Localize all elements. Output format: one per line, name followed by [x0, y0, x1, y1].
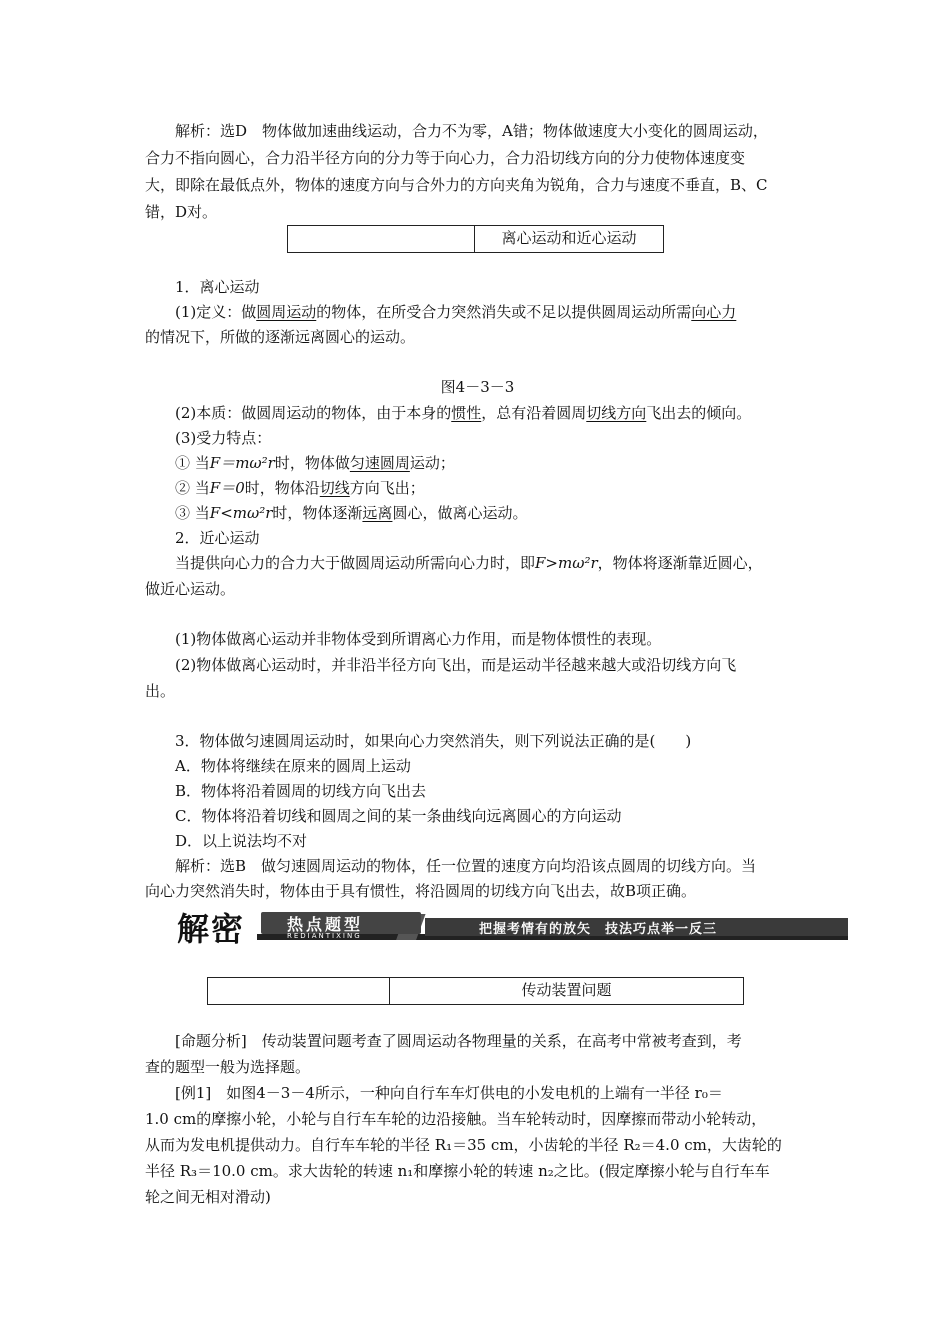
section-header-box: [287, 225, 664, 253]
near-line: 当提供向心力的合力大于做圆周运动所需向心力时，即F>mω²r，物体将逐渐靠近圆心，: [175, 554, 763, 572]
analysis-line: 大，即除在最低点外，物体的速度方向与合外力的方向夹角为锐角，合力与速度不垂直，B、C: [145, 176, 768, 194]
hot-topic-banner: [175, 910, 848, 948]
term-underlined: 圆周运动: [256, 303, 317, 321]
question-stem: 3．物体做匀速圆周运动时，如果向心力突然消失，则下列说法正确的是( ): [175, 732, 692, 750]
term-underlined: 惯性: [451, 404, 482, 422]
analysis-line: 合力不指向圆心，合力沿半径方向的分力等于向心力，合力沿切线方向的分力使物体速度变: [145, 149, 746, 167]
answer-line: 向心力突然消失时，物体由于具有惯性，将沿圆周的切线方向飞出去，故B项正确。: [145, 882, 697, 900]
section-header-blank: [208, 978, 390, 1004]
essence-line: (2)本质：做圆周运动的物体，由于本身的惯性，总有沿着圆周切线方向飞出去的倾向。: [175, 404, 752, 422]
section-title: 离心运动和近心运动: [501, 229, 637, 247]
subsection-heading: 2．近心运动: [175, 529, 260, 547]
answer-line: 解析：选B 做匀速圆周运动的物体，任一位置的速度方向均沿该点圆周的切线方向。当: [175, 857, 757, 875]
example-line: 1.0 cm的摩擦小轮，小轮与自行车车轮的边沿接触。当车轮转动时，因摩擦而带动小轮转动，: [145, 1110, 767, 1128]
equation: F＝mω²r: [209, 454, 275, 472]
force-case: ② 当F＝0时，物体沿切线方向飞出；: [175, 479, 425, 497]
term-underlined: 向心力: [691, 303, 737, 321]
section-title: 传动装置问题: [521, 981, 612, 999]
force-case: ① 当F＝mω²r时，物体做匀速圆周运动；: [175, 454, 455, 472]
option-d: D．以上说法均不对: [175, 832, 308, 850]
banner-big-text: 解密: [177, 910, 246, 948]
equation: F＝0: [209, 479, 245, 497]
banner-pinyin: REDIANTIXING: [287, 932, 362, 940]
note-line: (2)物体做离心运动时，并非沿半径方向飞出，而是运动半径越来越大或沿切线方向飞: [175, 656, 737, 674]
section-header-box: [207, 977, 744, 1005]
force-case: ③ 当F<mω²r时，物体逐渐远离圆心，做离心运动。: [175, 504, 528, 522]
analysis-line: 错，D对。: [145, 203, 218, 221]
option-a: A．物体将继续在原来的圆周上运动: [175, 757, 411, 775]
analysis-line: 解析：选D 物体做加速曲线运动，合力不为零，A错；物体做速度大小变化的圆周运动，: [175, 122, 768, 140]
example-line: 半径 R₃＝10.0 cm。求大齿轮的转速 n₁和摩擦小轮的转速 n₂之比。(假定摩擦小轮与自行车车: [145, 1162, 770, 1180]
banner-slogan: 把握考情有的放矢 技法巧点举一反三: [479, 922, 718, 937]
topic-analysis-line: 查的题型一般为选择题。: [145, 1058, 311, 1076]
example-line: 轮之间无相对滑动): [145, 1188, 271, 1206]
example-line: [例1] 如图4－3－4所示，一种向自行车车灯供电的小发电机的上端有一半径 r₀＝: [175, 1084, 723, 1102]
subsection-heading: 1．离心运动: [175, 278, 260, 296]
note-line: (1)物体做离心运动并非物体受到所谓离心力作用，而是物体惯性的表现。: [175, 630, 662, 648]
option-b: B．物体将沿着圆周的切线方向飞出去: [175, 782, 427, 800]
definition-line: (1)定义：做圆周运动的物体，在所受合力突然消失或不足以提供圆周运动所需向心力: [175, 303, 737, 321]
note-line: 出。: [145, 682, 176, 700]
term-underlined: 切线: [319, 479, 350, 497]
near-line: 做近心运动。: [145, 580, 236, 598]
example-line: 从而为发电机提供动力。自行车车轮的半径 R₁＝35 cm，小齿轮的半径 R₂＝4.0 cm，大齿轮的: [145, 1136, 782, 1154]
force-heading: (3)受力特点：: [175, 429, 272, 447]
option-c: C．物体将沿着切线和圆周之间的某一条曲线向远离圆心的方向运动: [175, 807, 622, 825]
term-underlined: 切线方向: [586, 404, 647, 422]
equation: F>mω²r: [535, 554, 598, 572]
banner-tag: 热点题型: [287, 915, 364, 934]
figure-caption: 图4－3－3: [440, 378, 515, 396]
equation: F<mω²r: [209, 504, 273, 522]
term-underlined: 远离: [362, 504, 393, 522]
definition-line: 的情况下，所做的逐渐远离圆心的运动。: [145, 328, 416, 346]
topic-analysis-line: [命题分析] 传动装置问题考查了圆周运动各物理量的关系，在高考中常被考查到，考: [175, 1032, 742, 1050]
term-underlined: 匀速圆周: [349, 454, 410, 472]
section-header-blank: [288, 226, 475, 252]
